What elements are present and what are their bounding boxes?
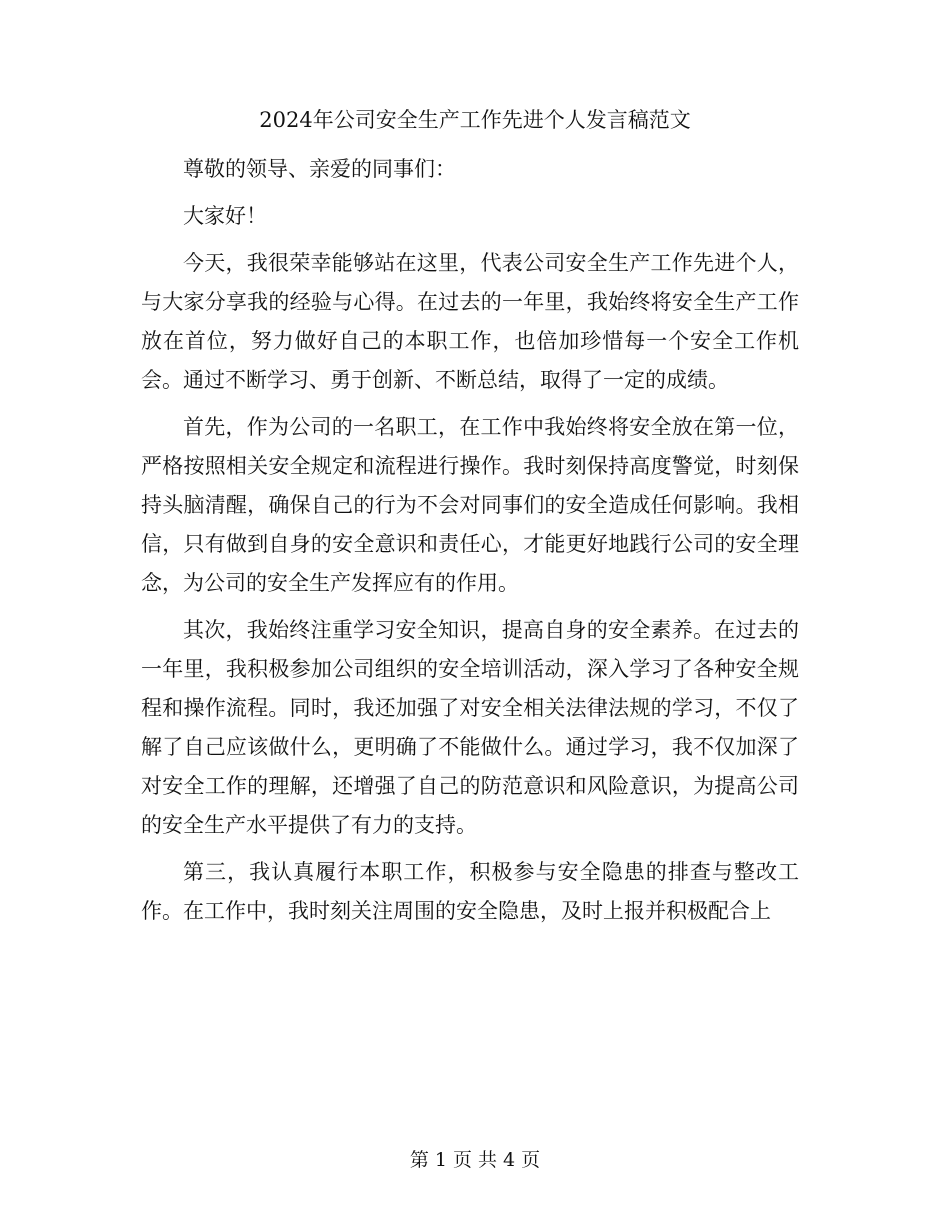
page-number-footer: 第 1 页 共 4 页 <box>409 1149 541 1171</box>
salutation-paragraph: 尊敬的领导、亲爱的同事们： <box>183 157 456 181</box>
document-title: 2024年公司安全生产工作先进个人发言稿范文 <box>259 108 691 132</box>
body-paragraph: 首先，作为公司的一名职工，在工作中我始终将安全放在第一位，严格按照相关安全规定和流程进行操作。我时刻保持高度警觉，时刻保持头脑清醒，确保自己的行为不会对同事们的安全造成任何影响。我相信，只有做到自身的安全意识和责任心，才能更好地践行公司的安全理念，为公司的安全生产发挥应有的作用。 <box>141 415 799 595</box>
body-paragraph: 其次，我始终注重学习安全知识，提高自身的安全素养。在过去的一年里，我积极参加公司组织的安全培训活动，深入学习了各种安全规程和操作流程。同时，我还加强了对安全相关法律法规的学习，不仅了解了自己应该做什么，更明确了不能做什么。通过学习，我不仅加深了对安全工作的理解，还增强了自己的防范意识和风险意识，为提高公司的安全生产水平提供了有力的支持。 <box>141 618 799 837</box>
body-paragraph: 第三，我认真履行本职工作，积极参与安全隐患的排查与整改工作。在工作中，我时刻关注周围的安全隐患，及时上报并积极配合上 <box>141 860 799 923</box>
greeting-paragraph: 大家好！ <box>183 204 267 228</box>
body-paragraph: 今天，我很荣幸能够站在这里，代表公司安全生产工作先进个人，与大家分享我的经验与心得。在过去的一年里，我始终将安全生产工作放在首位，努力做好自己的本职工作，也倍加珍惜每一个安全工作机会。通过不断学习、勇于创新、不断总结，取得了一定的成绩。 <box>141 251 799 392</box>
document-body <box>141 150 799 939</box>
